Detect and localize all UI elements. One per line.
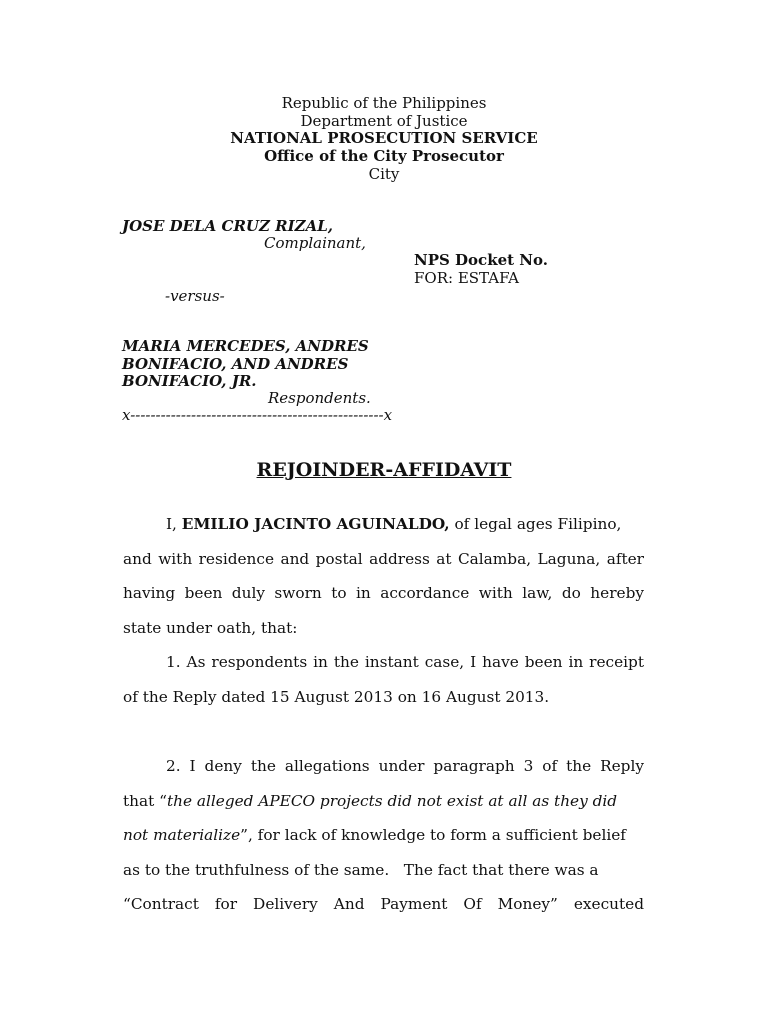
- header-office: Office of the City Prosecutor: [264, 147, 504, 165]
- body-line-2: and with residence and postal address at Calamba, Laguna, after: [123, 550, 644, 568]
- paragraph-2-line-5: “Contract for Delivery And Payment Of Money” executed: [123, 895, 644, 913]
- complainant-name: JOSE DELA CRUZ RIZAL,: [122, 217, 333, 235]
- body-line-3: having been duly sworn to in accordance with law, do hereby: [123, 584, 644, 602]
- header-nps: NATIONAL PROSECUTION SERVICE: [230, 129, 538, 147]
- p2-line2-prefix: that “: [123, 792, 167, 810]
- respondents-line1: MARIA MERCEDES, ANDRES: [122, 337, 369, 355]
- paragraph-1-line-2: of the Reply dated 15 August 2013 on 16 August 2013.: [123, 688, 550, 706]
- p2-line3-rest: ”, for lack of knowledge to form a sufficient belief: [240, 826, 626, 844]
- header-department: Department of Justice: [300, 112, 468, 130]
- versus-label: -versus-: [165, 287, 225, 305]
- respondents-line2: BONIFACIO, AND ANDRES: [122, 355, 349, 373]
- p2-line3-quote: not materialize: [123, 826, 241, 844]
- paragraph-2-line-1: 2. I deny the allegations under paragraph 3 of the Reply: [166, 757, 644, 775]
- header-republic: Republic of the Philippines: [281, 94, 487, 112]
- paragraph-1-line-1: 1. As respondents in the instant case, I have been in receipt: [166, 653, 644, 671]
- header-city: City: [368, 165, 400, 183]
- intro-line: [166, 515, 644, 533]
- paragraph-2-line-3: [123, 826, 644, 844]
- intro-rest: of legal ages Filipino,: [449, 515, 622, 533]
- respondents-line3: BONIFACIO, JR.: [122, 372, 257, 390]
- paragraph-2-line-2: [123, 792, 644, 810]
- p2-line2-quote: the alleged APECO projects did not exist at all as they did: [166, 792, 618, 810]
- document-title: REJOINDER-AFFIDAVIT: [256, 459, 512, 481]
- docket-label: NPS Docket No.: [414, 251, 548, 269]
- intro-prefix: I,: [166, 515, 182, 533]
- docket-for: FOR: ESTAFA: [414, 269, 519, 287]
- caption-separator: x--------------------------------------------------x: [122, 406, 393, 424]
- respondents-role: Respondents.: [268, 389, 371, 407]
- affiant-name: EMILIO JACINTO AGUINALDO,: [181, 515, 450, 533]
- body-line-4: state under oath, that:: [123, 619, 298, 637]
- complainant-role: Complainant,: [264, 234, 366, 252]
- paragraph-2-line-4: as to the truthfulness of the same. The fact that there was a: [123, 861, 599, 879]
